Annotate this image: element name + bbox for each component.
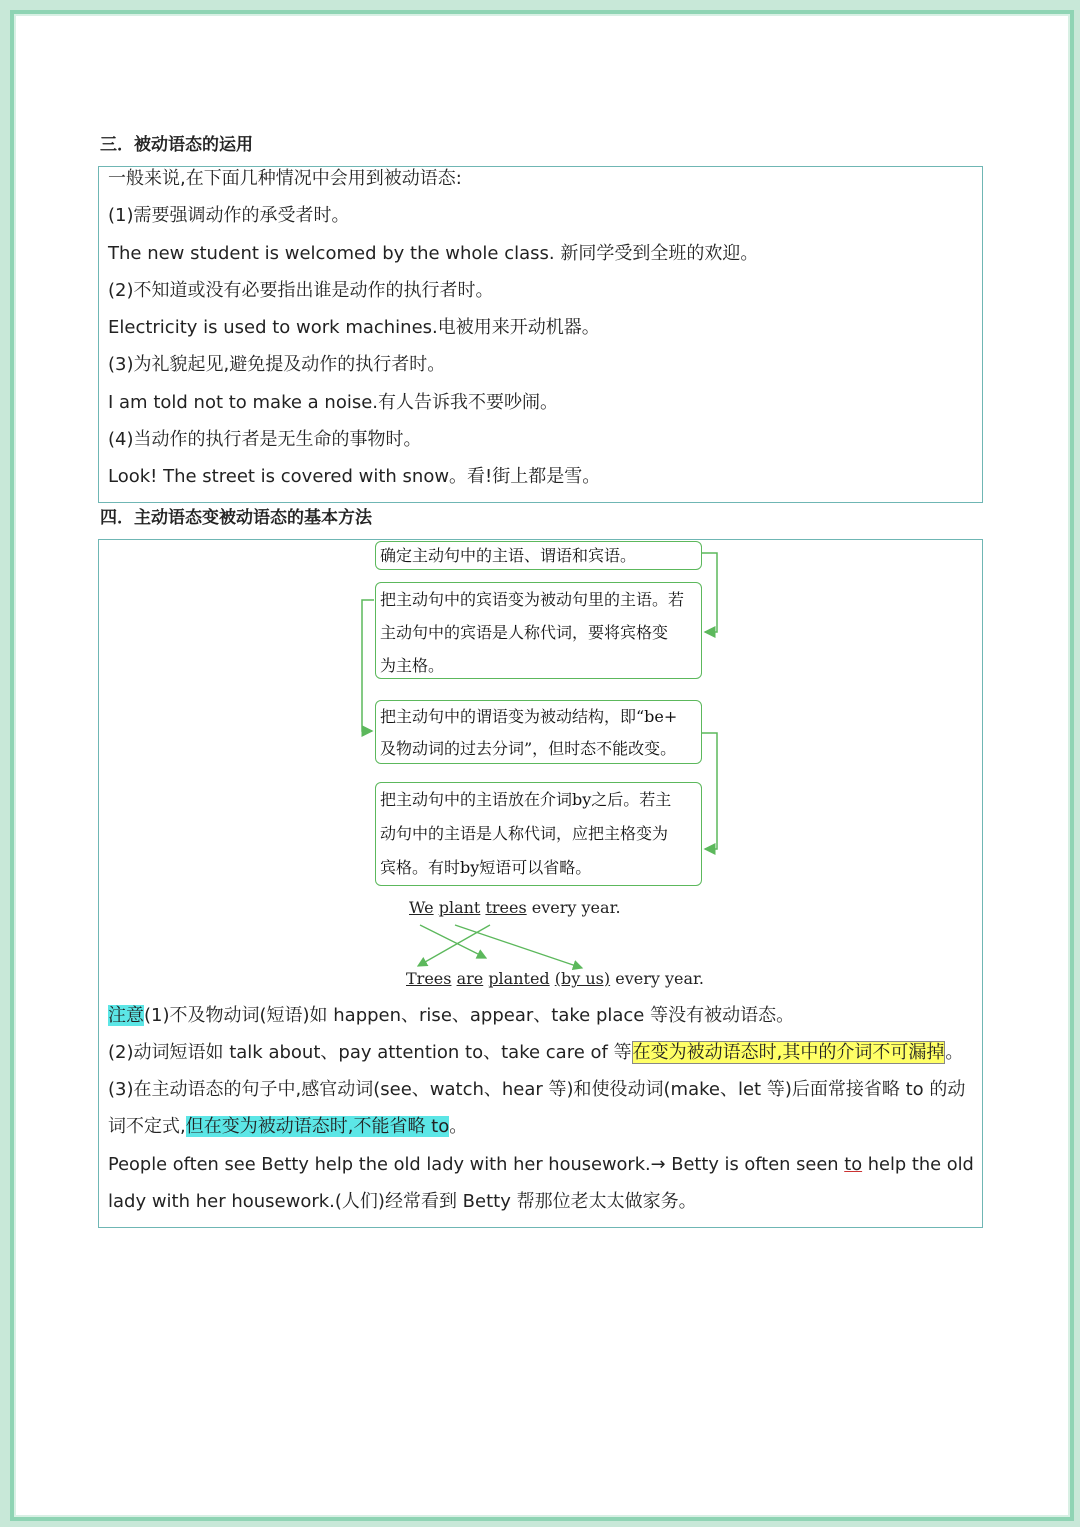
example2-line1 <box>108 1153 974 1177</box>
section4-title: 四．主动语态变被动语态的基本方法 <box>100 508 372 528</box>
example-passive-verb: planted <box>488 969 550 988</box>
note-3-end: 。 <box>449 1116 468 1137</box>
section3-case3: (3)为礼貌起见,避免提及动作的执行者时。 <box>108 354 446 375</box>
flow-step-2-line: 为主格。 <box>380 656 445 675</box>
example-passive-subject: Trees <box>406 969 452 988</box>
note-1 <box>108 1004 794 1028</box>
flow-step-3-line: 把主动句中的谓语变为被动结构，即“be+ <box>380 707 678 726</box>
section3-example1: The new student is welcomed by the whole class. 新同学受到全班的欢迎。 <box>108 243 759 264</box>
example-passive-rest: every year. <box>615 969 704 988</box>
example2-text: People often see Betty help the old lady with her housework.→ Betty is often seen <box>108 1154 845 1175</box>
section3-intro: 一般来说,在下面几种情况中会用到被动语态: <box>108 168 462 189</box>
section3-case1: (1)需要强调动作的承受者时。 <box>108 205 350 226</box>
flow-step-2-line: 主动句中的宾语是人称代词，要将宾格变 <box>380 623 669 642</box>
note-3-highlight: 但在变为被动语态时,不能省略 to <box>185 1116 450 1137</box>
note-2 <box>108 1041 963 1065</box>
example-active-object: trees <box>485 898 527 917</box>
example-passive-by: (by us) <box>554 969 611 988</box>
flow-step-3 <box>375 700 702 764</box>
example-passive-aux: are <box>456 969 484 988</box>
note-1-text: (1)不及物动词(短语)如 happen、rise、appear、take place 等没有被动语态。 <box>144 1005 795 1026</box>
note-2-text: (2)动词短语如 talk about、pay attention to、take care of 等 <box>108 1042 632 1063</box>
note-3-text: 词不定式, <box>108 1116 186 1137</box>
section3-example3: I am told not to make a noise.有人告诉我不要吵闹。 <box>108 392 559 413</box>
example-active-rest: every year. <box>531 898 621 917</box>
flow-step-4 <box>375 782 702 886</box>
example2-text-end: help the old <box>862 1154 974 1175</box>
flow-step-4-line: 动句中的主语是人称代词，应把主格变为 <box>380 824 669 843</box>
example-active-sentence <box>409 898 621 917</box>
flow-step-2 <box>375 582 702 679</box>
example2-to: to <box>844 1154 863 1175</box>
section3-title: 三．被动语态的运用 <box>100 135 253 155</box>
section3-case2: (2)不知道或没有必要指出谁是动作的执行者时。 <box>108 280 494 301</box>
note-label: 注意 <box>108 1005 144 1026</box>
note-2-end: 。 <box>945 1042 964 1063</box>
flow-step-1-line: 确定主动句中的主语、谓语和宾语。 <box>380 546 637 565</box>
flow-step-4-line: 宾格。有时by短语可以省略。 <box>380 858 592 877</box>
flow-step-3-line: 及物动词的过去分词”，但时态不能改变。 <box>380 739 677 758</box>
example-active-subject: We <box>409 898 434 917</box>
flow-step-2-line: 把主动句中的宾语变为被动句里的主语。若 <box>380 590 685 609</box>
example2-line2: lady with her housework.(人们)经常看到 Betty 帮那位老太太做家务。 <box>108 1191 697 1212</box>
example-active-verb: plant <box>438 898 481 917</box>
section3-example2: Electricity is used to work machines.电被用来开动机器。 <box>108 317 600 338</box>
flow-step-1 <box>375 541 702 570</box>
section3-case4: (4)当动作的执行者是无生命的事物时。 <box>108 429 422 450</box>
example-passive-sentence <box>406 969 704 988</box>
note-3-line2 <box>108 1115 467 1139</box>
flow-step-4-line: 把主动句中的主语放在介词by之后。若主 <box>380 790 672 809</box>
section3-example4: Look! The street is covered with snow。看!街上都是雪。 <box>108 466 601 487</box>
note-3-line1: (3)在主动语态的句子中,感官动词(see、watch、hear 等)和使役动词(make、let 等)后面常接省略 to 的动 <box>108 1079 966 1100</box>
note-2-highlight: 在变为被动语态时,其中的介词不可漏掉 <box>632 1042 945 1063</box>
